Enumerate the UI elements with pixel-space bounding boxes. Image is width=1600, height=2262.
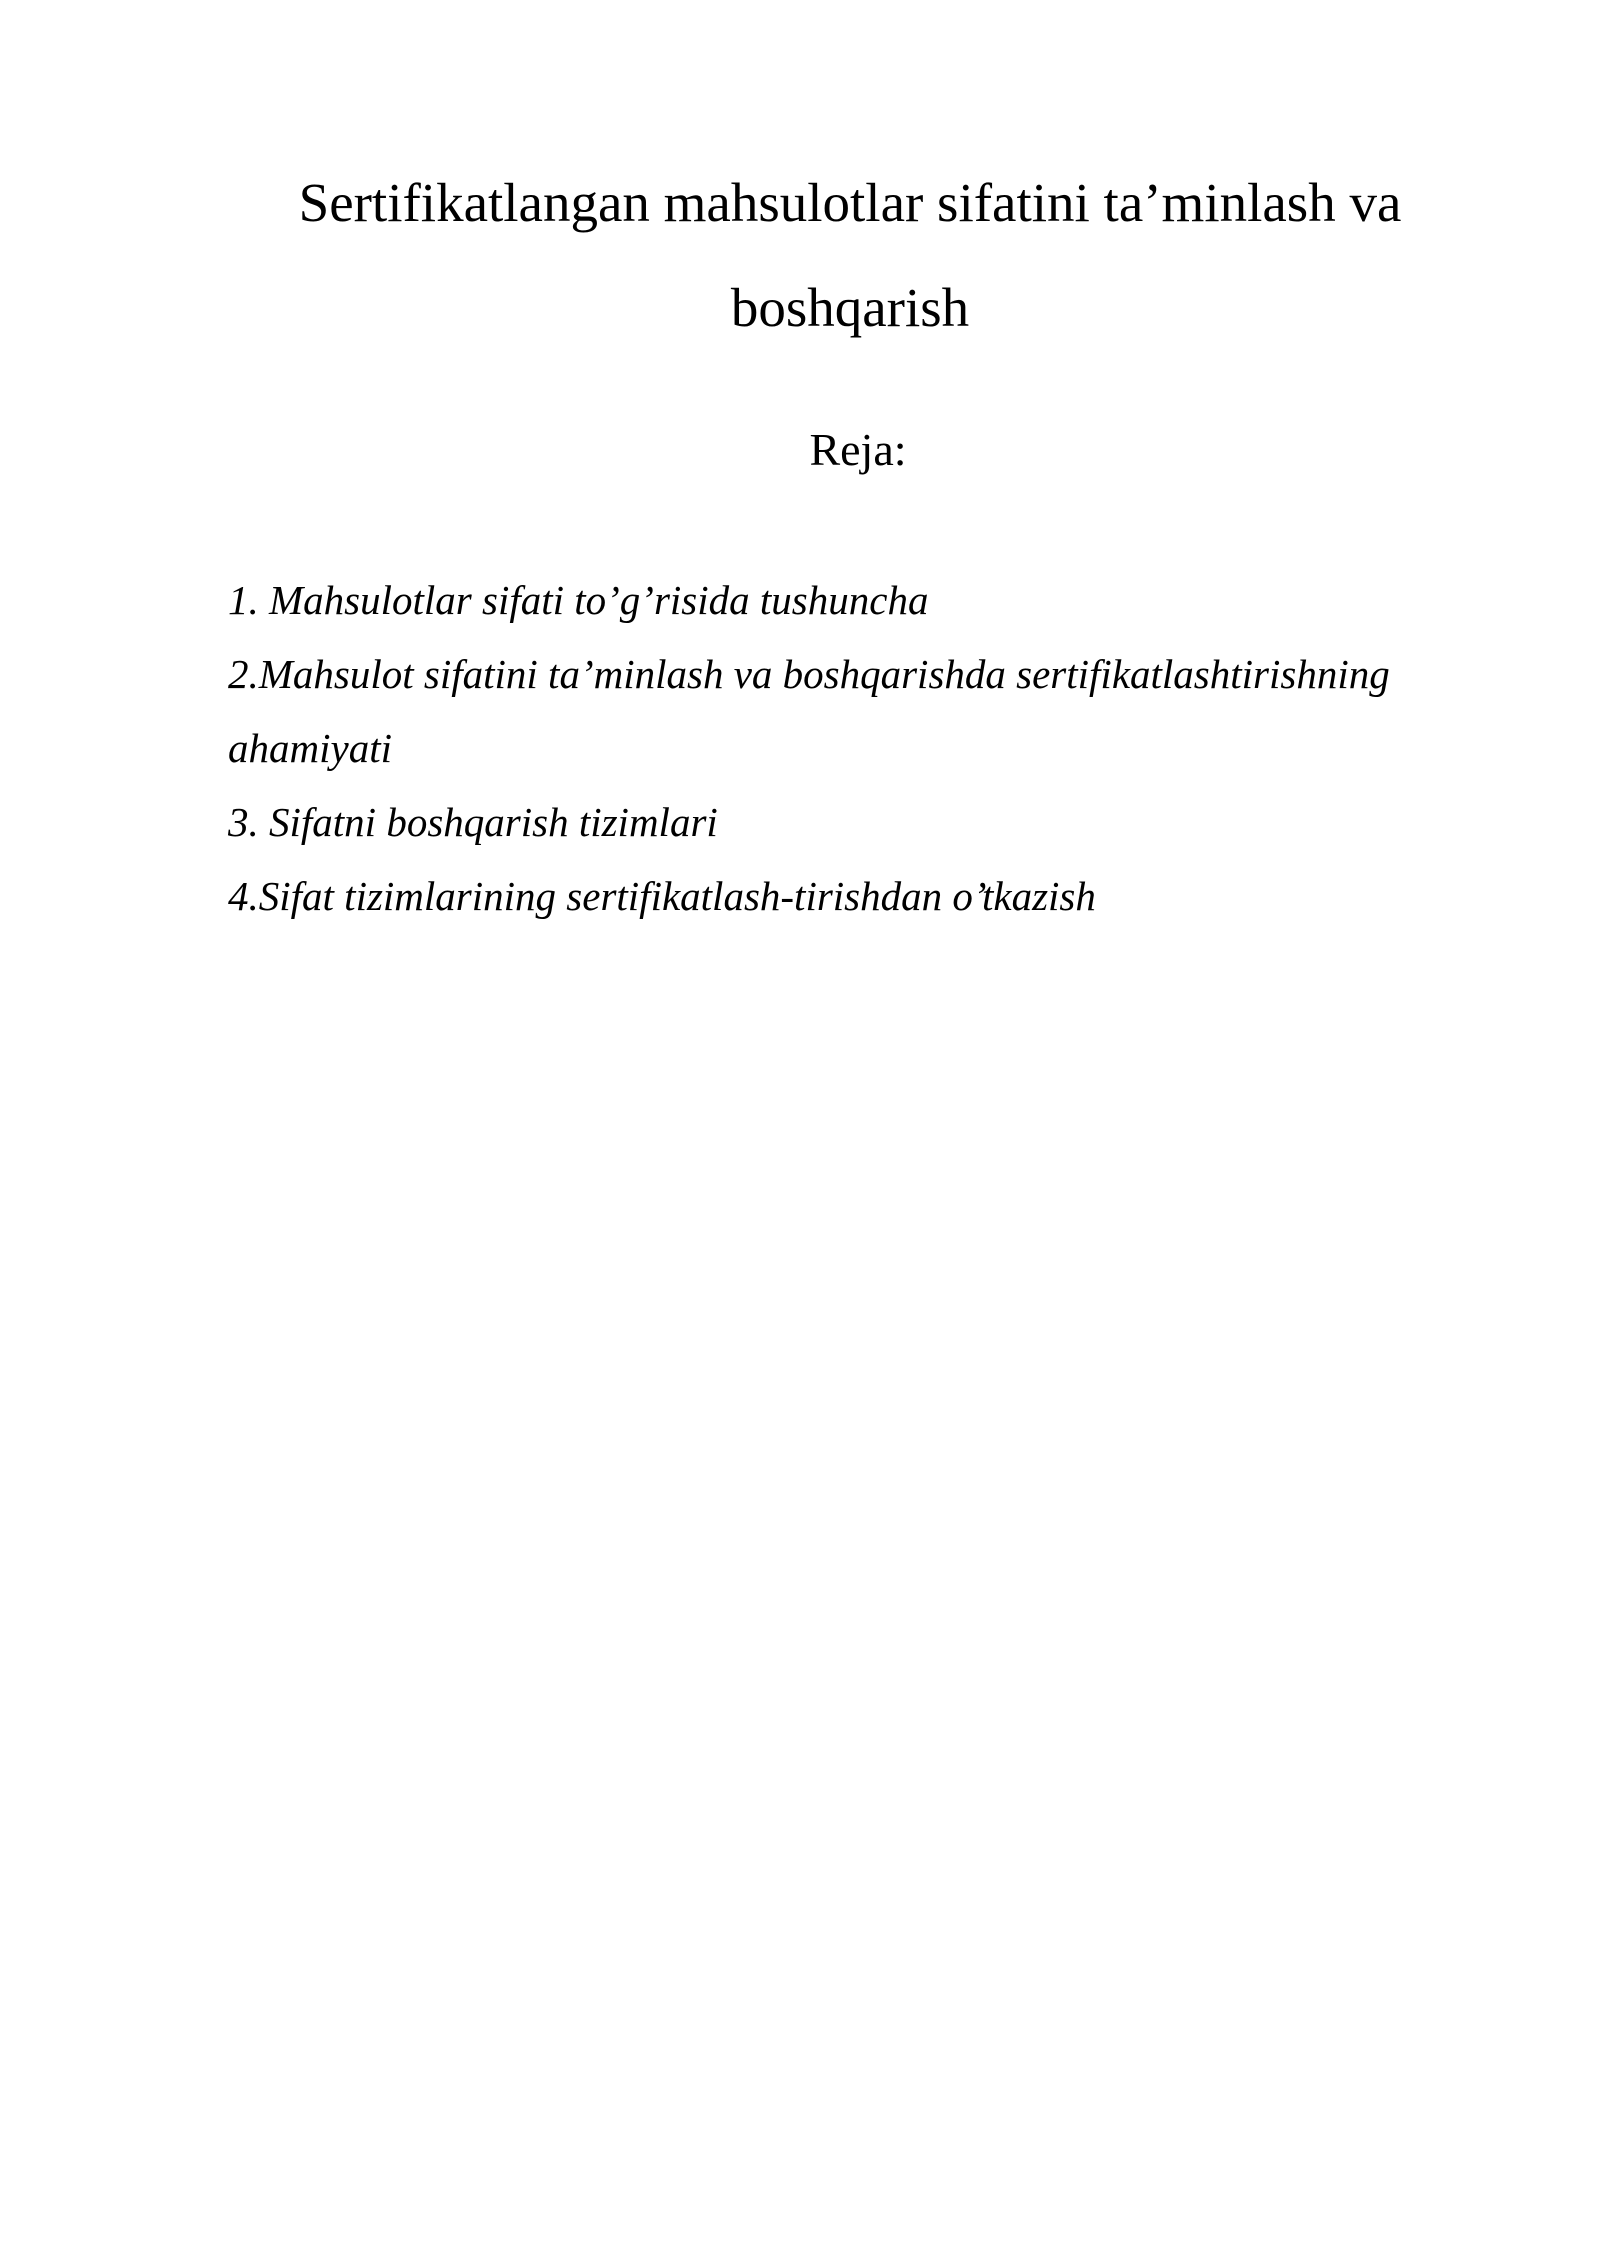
plan-item-2-continuation: ahamiyati [228,725,392,771]
plan-list [228,563,1528,933]
document-title-line-1: Sertifikatlangan mahsulotlar sifatini ta’minlash va [298,172,1402,233]
plan-item-3: 3. Sifatni boshqarish tizimlari [228,799,718,845]
document-title [180,150,1520,360]
document-title-line-2: boshqarish [730,277,970,338]
plan-item-2: 2.Mahsulot sifatini ta’minlash va boshqarishda sertifikatlashtirishning [228,651,1390,697]
plan-heading: Reja: [809,424,907,475]
plan-item-1: 1. Mahsulotlar sifati to’g’risida tushuncha [228,577,929,623]
plan-item-4: 4.Sifat tizimlarining sertifikatlash-tirishdan o’tkazish [228,873,1096,919]
